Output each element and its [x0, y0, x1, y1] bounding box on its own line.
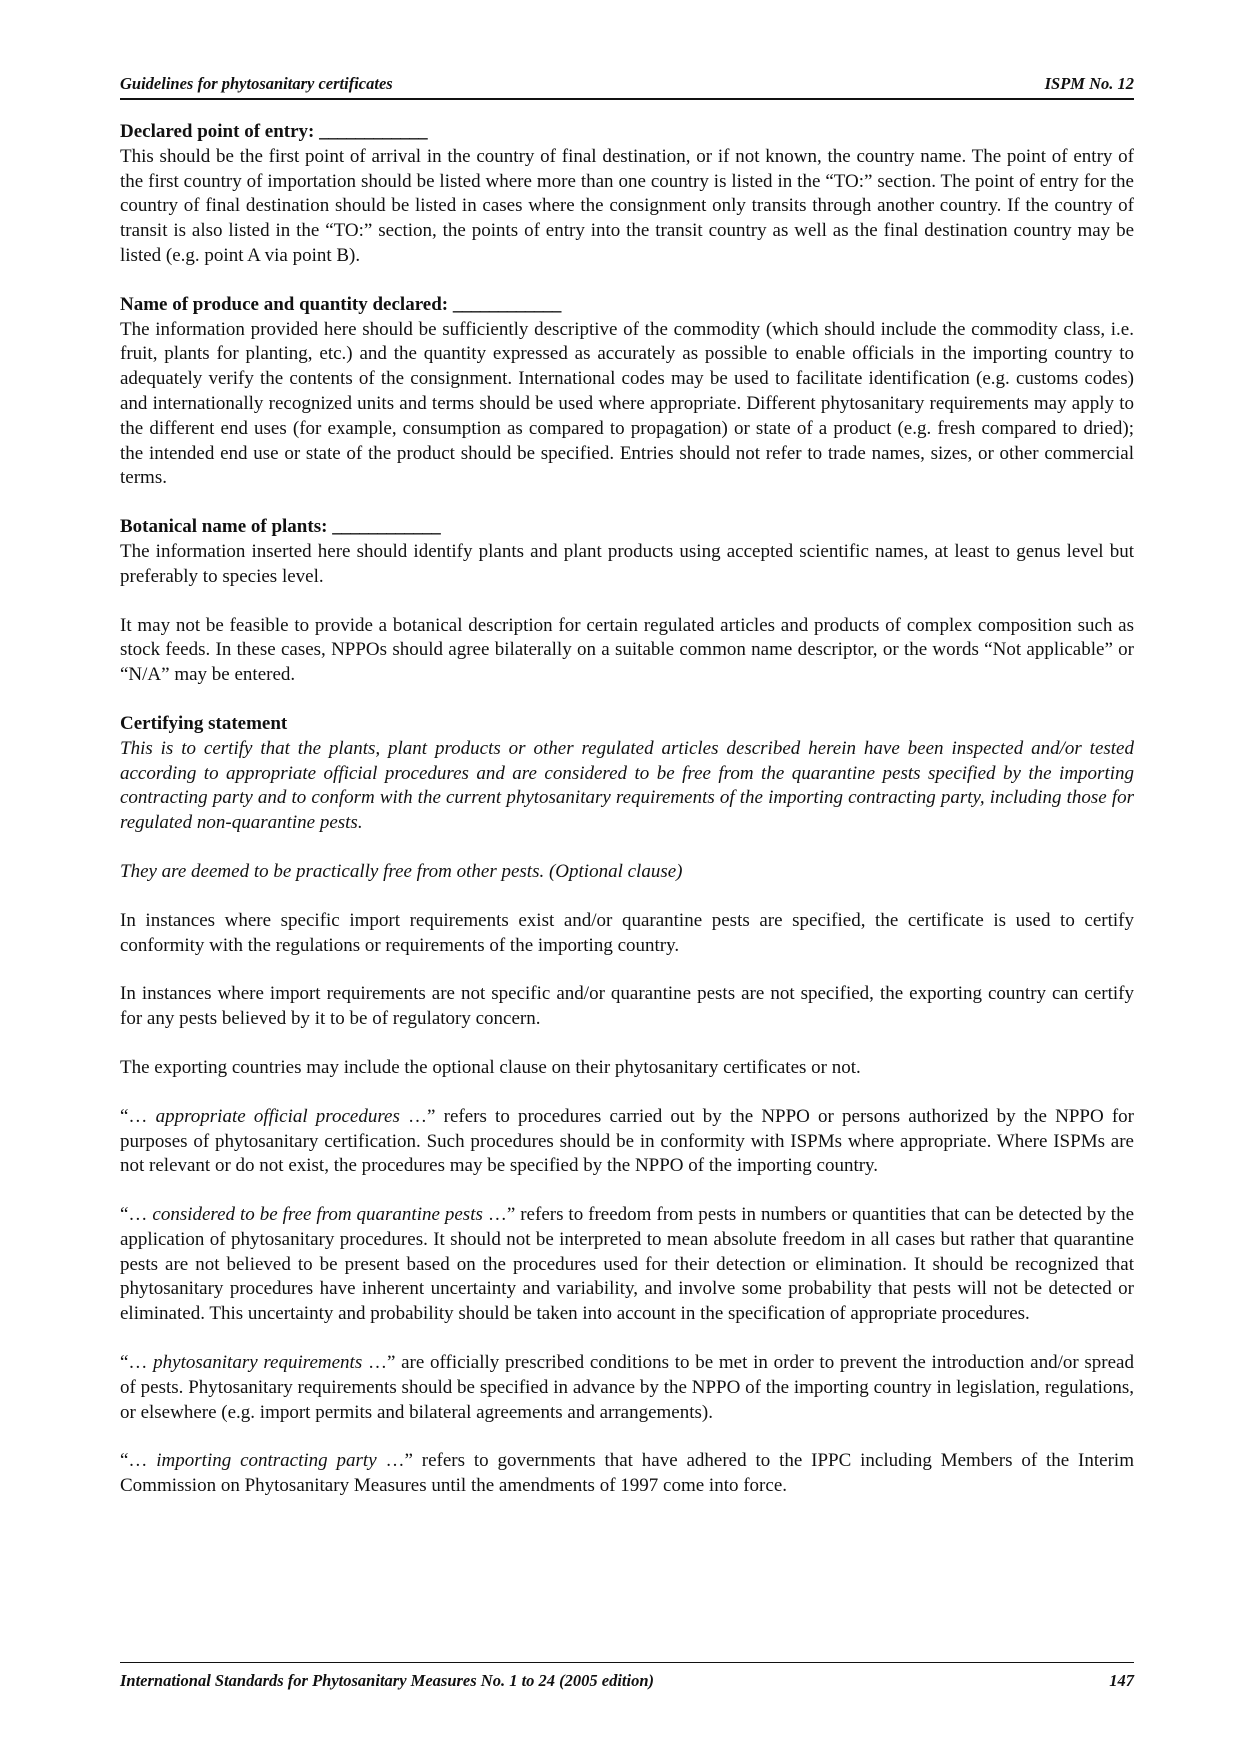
- running-footer: [120, 1662, 1134, 1691]
- defined-term: considered to be free from quarantine pests: [152, 1204, 483, 1226]
- header-standard-number: ISPM No. 12: [1044, 74, 1134, 93]
- page-number: 147: [1109, 1671, 1134, 1690]
- defined-term: appropriate official procedures: [155, 1105, 400, 1127]
- paragraph: The information provided here should be sufficiently descriptive of the commodity (which should include the commodity class, i.e. fruit, plants for planting, etc.) and the quantity expressed as accurately as possible to enable officials in the importing country to adequately verify the contents of the consignment. International codes may be used to facilitate identification (e.g. customs codes) and internationally recognized units and terms should be used where appropriate. Different phytosanitary requirements may apply to the different end uses (for example, consumption as compared to propagation) or state of a product (e.g. fresh compared to dried); the intended end use or state of the product should be specified. Entries should not refer to trade names, sizes, or other commercial terms.: [120, 318, 1134, 489]
- paragraph: This should be the first point of arrival in the country of final destination, or if not known, the country name. The point of entry of the first country of importation should be listed where more than one country is listed in the “TO:” section. The point of entry for the country of final destination should be listed in cases where the consignment only transits through another country. If the country of transit is also listed in the “TO:” section, the points of entry into the transit country as well as the final destination country may be listed (e.g. point A via point B).: [120, 145, 1134, 266]
- section-heading: Name of produce and quantity declared: ____________: [120, 293, 561, 315]
- section-produce-quantity: [120, 293, 1134, 491]
- term-definition: “… appropriate official procedures …” refers to procedures carried out by the NPPO or persons authorized by the NPPO for purposes of phytosanitary certification. Such procedures should be in conformity with ISPMs where appropriate. Where ISPMs are not relevant or do not exist, the procedures may be specified by the NPPO of the importing country.: [120, 1105, 1134, 1177]
- section-certifying-statement: [120, 712, 1134, 1081]
- page-content: [120, 120, 1134, 1523]
- optional-clause: They are deemed to be practically free from other pests. (Optional clause): [120, 860, 683, 882]
- footer-publication-title: International Standards for Phytosanitary Measures No. 1 to 24 (2005 edition): [120, 1671, 655, 1690]
- paragraph: It may not be feasible to provide a botanical description for certain regulated articles and products of complex composition such as stock feeds. In these cases, NPPOs should agree bilaterally on a suitable common name descriptor, or the words “Not applicable” or “N/A” may be entered.: [120, 614, 1134, 686]
- term-definition: “… phytosanitary requirements …” are officially prescribed conditions to be met in order to prevent the introduction and/or spread of pests. Phytosanitary requirements should be specified in advance by the NPPO of the importing country in legislation, regulations, or elsewhere (e.g. import permits and bilateral agreements and arrangements).: [120, 1352, 1134, 1423]
- defined-term: phytosanitary requirements: [153, 1352, 363, 1374]
- fill-in-blank: ____________: [319, 121, 428, 142]
- section-point-of-entry: [120, 120, 1134, 269]
- header-title: Guidelines for phytosanitary certificates: [120, 74, 393, 93]
- section-heading: Declared point of entry: ____________: [120, 121, 428, 142]
- term-definition: “… importing contracting party …” refers to governments that have adhered to the IPPC including Members of the Interim Commission on Phytosanitary Measures until the amendments of 1997 come into force.: [120, 1450, 1134, 1497]
- document-page: [120, 0, 1134, 1754]
- section-heading: Certifying statement: [120, 712, 288, 734]
- fill-in-blank: ____________: [452, 293, 561, 315]
- certifying-statement-text: This is to certify that the plants, plant products or other regulated articles described herein have been inspected and/or tested according to appropriate official procedures and are considered to be free from the quarantine pests specified by the importing contracting party and to conform with the current phytosanitary requirements of the importing contracting party, including those for regulated non-quarantine pests.: [120, 737, 1134, 834]
- paragraph: In instances where import requirements are not specific and/or quarantine pests are not specified, the exporting country can certify for any pests believed by it to be of regulatory concern.: [120, 983, 1134, 1030]
- defined-term: importing contracting party: [156, 1450, 377, 1472]
- fill-in-blank: ____________: [332, 516, 441, 538]
- section-heading: Botanical name of plants: ____________: [120, 516, 441, 538]
- term-definition: “… considered to be free from quarantine pests …” refers to freedom from pests in numbers or quantities that can be detected by the application of phytosanitary procedures. It should not be interpreted to mean absolute freedom in all cases but rather that quarantine pests are not believed to be present based on the procedures used for their detection or elimination. It should be recognized that phytosanitary procedures have inherent uncertainty and variability, and involve some probability that pests will not be detected or eliminated. This uncertainty and probability should be taken into account in the specification of appropriate procedures.: [120, 1204, 1135, 1325]
- section-botanical-name: [120, 515, 1134, 688]
- paragraph: The information inserted here should identify plants and plant products using accepted scientific names, at least to genus level but preferably to species level.: [120, 540, 1134, 587]
- paragraph: The exporting countries may include the optional clause on their phytosanitary certificates or not.: [120, 1056, 861, 1078]
- running-header: [120, 74, 1134, 100]
- paragraph: In instances where specific import requirements exist and/or quarantine pests are specified, the certificate is used to certify conformity with the regulations or requirements of the importing country.: [120, 909, 1134, 956]
